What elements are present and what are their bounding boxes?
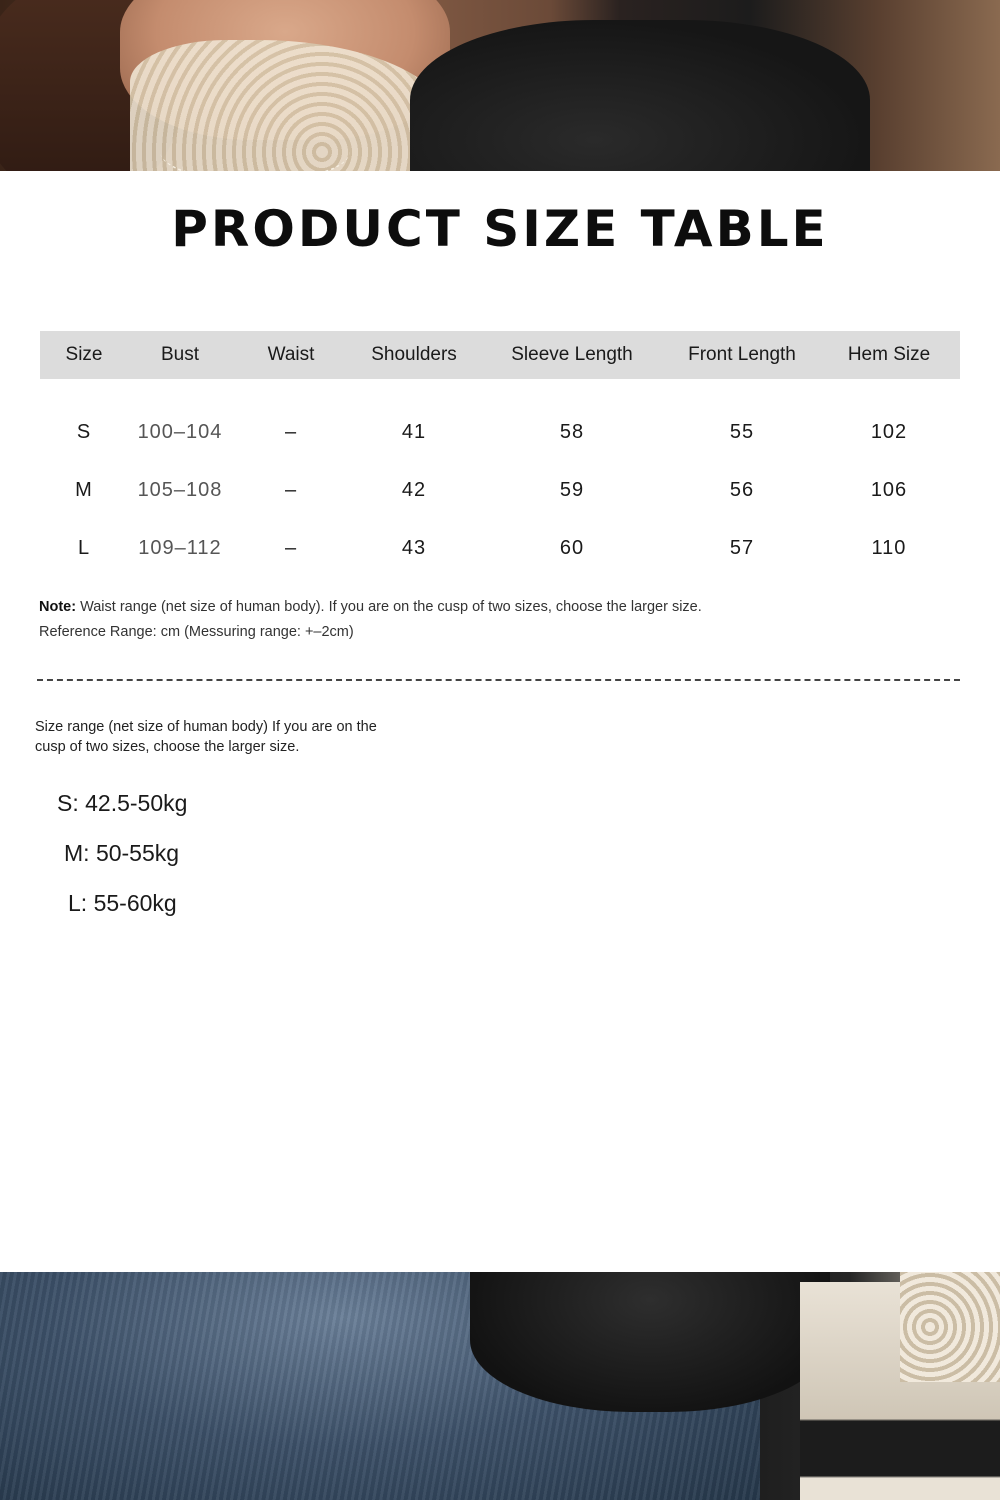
cell-hem-size: 106 [870,478,908,501]
size-table [40,331,960,577]
lace-cuff-shape [900,1272,1000,1382]
header-bust: Bust [128,331,232,379]
cell-sleeve-length: 58 [559,420,585,443]
header-size: Size [40,331,128,379]
header-shoulders: Shoulders [350,331,478,379]
size-note [39,595,702,645]
note-line [39,595,702,620]
table-row [40,519,960,577]
cell-front-length: 56 [729,478,755,501]
header-front-length: Front Length [666,331,818,379]
cell-size: L [77,536,91,559]
cell-waist: – [284,536,298,559]
header-sleeve-length: Sleeve Length [478,331,666,379]
cell-size: S [76,420,92,443]
pearl-necklace-shape [160,120,350,171]
note-text: Waist range (net size of human body). If you are on the cusp of two sizes, choose the larger size. [76,599,702,615]
header-hem-size: Hem Size [818,331,960,379]
cell-bust: 109–112 [138,536,222,559]
header-waist: Waist [232,331,350,379]
model-photo-top [0,0,1000,171]
cell-bust: 105–108 [137,478,223,501]
cell-size: M [75,478,93,501]
dashed-divider [37,679,960,681]
table-row [40,379,960,461]
weight-item-l: L: 55-60kg [68,890,177,916]
page-title: PRODUCT SIZE TABLE [171,200,829,258]
cell-waist: – [284,420,298,443]
cell-sleeve-length: 59 [559,478,585,501]
weight-item-s: S: 42.5-50kg [57,790,188,816]
black-coat-shape [410,20,870,171]
weight-item-m: M: 50-55kg [64,840,180,866]
cell-bust: 100–104 [137,420,223,443]
black-coat-hem-shape [470,1272,830,1412]
table-row [40,461,960,519]
cell-waist: – [284,478,298,501]
model-photo-bottom [0,1272,1000,1500]
cell-shoulders: 41 [401,420,427,443]
cell-sleeve-length: 60 [559,536,585,559]
reference-range-text: Reference Range: cm (Messuring range: +–2cm) [39,624,354,640]
cell-front-length: 57 [729,536,755,559]
cell-hem-size: 110 [871,536,907,559]
note-label: Note: [39,599,77,615]
cell-front-length: 55 [729,420,755,443]
size-range-description: Size range (net size of human body) If you are on the cusp of two sizes, choose the larger size. [35,719,377,755]
cell-hem-size: 102 [870,420,908,443]
cell-shoulders: 42 [401,478,427,501]
cell-shoulders: 43 [401,536,427,559]
table-header-row [40,331,960,379]
